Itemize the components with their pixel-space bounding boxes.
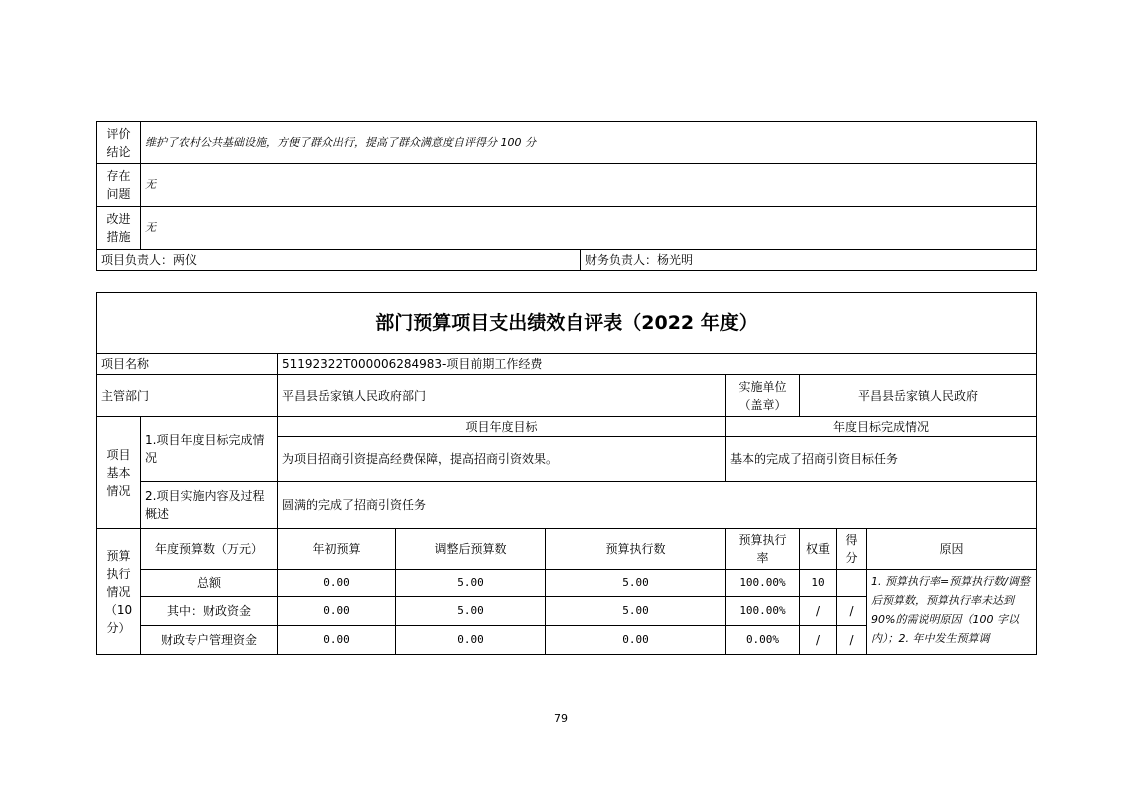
budget-row-executed: 5.00 [546, 597, 726, 626]
finance-lead: 财务负责人：杨光明 [581, 250, 1037, 271]
performance-evaluation-form [96, 292, 1037, 655]
evaluation-value: 维护了农村公共基础设施，方便了群众出行，提高了群众满意度自评得分 100 分 [141, 122, 1037, 164]
budget-row-adjusted: 0.00 [396, 626, 546, 655]
budget-execution-label: 预算 执行 情况 （10 分） [97, 529, 141, 655]
budget-header-annual: 年度预算数（万元） [141, 529, 278, 570]
budget-row-name: 财政专户管理资金 [141, 626, 278, 655]
budget-row-score [837, 570, 867, 597]
budget-header-row [97, 529, 1037, 570]
budget-row-name: 其中：财政资金 [141, 597, 278, 626]
page-number: 79 [554, 712, 568, 725]
budget-row-rate: 100.00% [726, 597, 800, 626]
budget-row-initial: 0.00 [278, 597, 396, 626]
budget-row [97, 570, 1037, 597]
budget-row-score: / [837, 626, 867, 655]
budget-row-initial: 0.00 [278, 626, 396, 655]
budget-row-weight: 10 [800, 570, 837, 597]
form-title: 部门预算项目支出绩效自评表（2022 年度） [97, 293, 1037, 354]
budget-row-weight: / [800, 626, 837, 655]
budget-row-adjusted: 5.00 [396, 597, 546, 626]
issues-row [97, 164, 1037, 207]
budget-row-weight: / [800, 597, 837, 626]
implementing-unit-label-line2: （盖章） [738, 397, 787, 412]
improvement-value: 无 [141, 207, 1037, 250]
budget-header-rate: 预算执行 率 [726, 529, 800, 570]
project-name-value: 51192322T000006284983-项目前期工作经费 [278, 354, 1037, 375]
budget-header-executed: 预算执行数 [546, 529, 726, 570]
project-name-label: 项目名称 [97, 354, 278, 375]
process-value: 圆满的完成了招商引资任务 [278, 482, 1037, 529]
budget-row-executed: 5.00 [546, 570, 726, 597]
budget-header-initial: 年初预算 [278, 529, 396, 570]
project-lead: 项目负责人：两仪 [97, 250, 581, 271]
budget-header-weight: 权重 [800, 529, 837, 570]
improvement-label: 改进 措施 [97, 207, 141, 250]
goal-header: 项目年度目标 [278, 417, 726, 437]
budget-row-rate: 0.00% [726, 626, 800, 655]
completion-value: 基本的完成了招商引资目标任务 [726, 437, 1037, 482]
process-label: 2.项目实施内容及过程概述 [141, 482, 278, 529]
improvement-row [97, 207, 1037, 250]
budget-row-adjusted: 5.00 [396, 570, 546, 597]
implementing-unit-label [726, 375, 800, 417]
basic-info-label: 项目 基本 情况 [97, 417, 141, 529]
budget-reason-note: 1. 预算执行率=预算执行数/调整后预算数，预算执行率未达到 90%的需说明原因（100 字以内）；2. 年中发生预算调 [867, 570, 1037, 655]
budget-header-reason: 原因 [867, 529, 1037, 570]
responsible-row [97, 250, 1037, 271]
budget-row-initial: 0.00 [278, 570, 396, 597]
budget-row-name: 总额 [141, 570, 278, 597]
goal-value: 为项目招商引资提高经费保障，提高招商引资效果。 [278, 437, 726, 482]
evaluation-label: 评价 结论 [97, 122, 141, 164]
budget-row-rate: 100.00% [726, 570, 800, 597]
budget-header-adjusted: 调整后预算数 [396, 529, 546, 570]
dept-label: 主管部门 [97, 375, 278, 417]
budget-header-score: 得 分 [837, 529, 867, 570]
goal-completion-label: 1.项目年度目标完成情况 [141, 417, 278, 482]
implementing-unit-label-line1: 实施单位 [738, 379, 787, 394]
evaluation-row [97, 122, 1037, 164]
budget-row-score: / [837, 597, 867, 626]
evaluation-summary-table [96, 121, 1037, 271]
dept-value: 平昌县岳家镇人民政府部门 [278, 375, 726, 417]
issues-value: 无 [141, 164, 1037, 207]
completion-header: 年度目标完成情况 [726, 417, 1037, 437]
issues-label: 存在 问题 [97, 164, 141, 207]
budget-row-executed: 0.00 [546, 626, 726, 655]
implementing-unit-value: 平昌县岳家镇人民政府 [800, 375, 1037, 417]
